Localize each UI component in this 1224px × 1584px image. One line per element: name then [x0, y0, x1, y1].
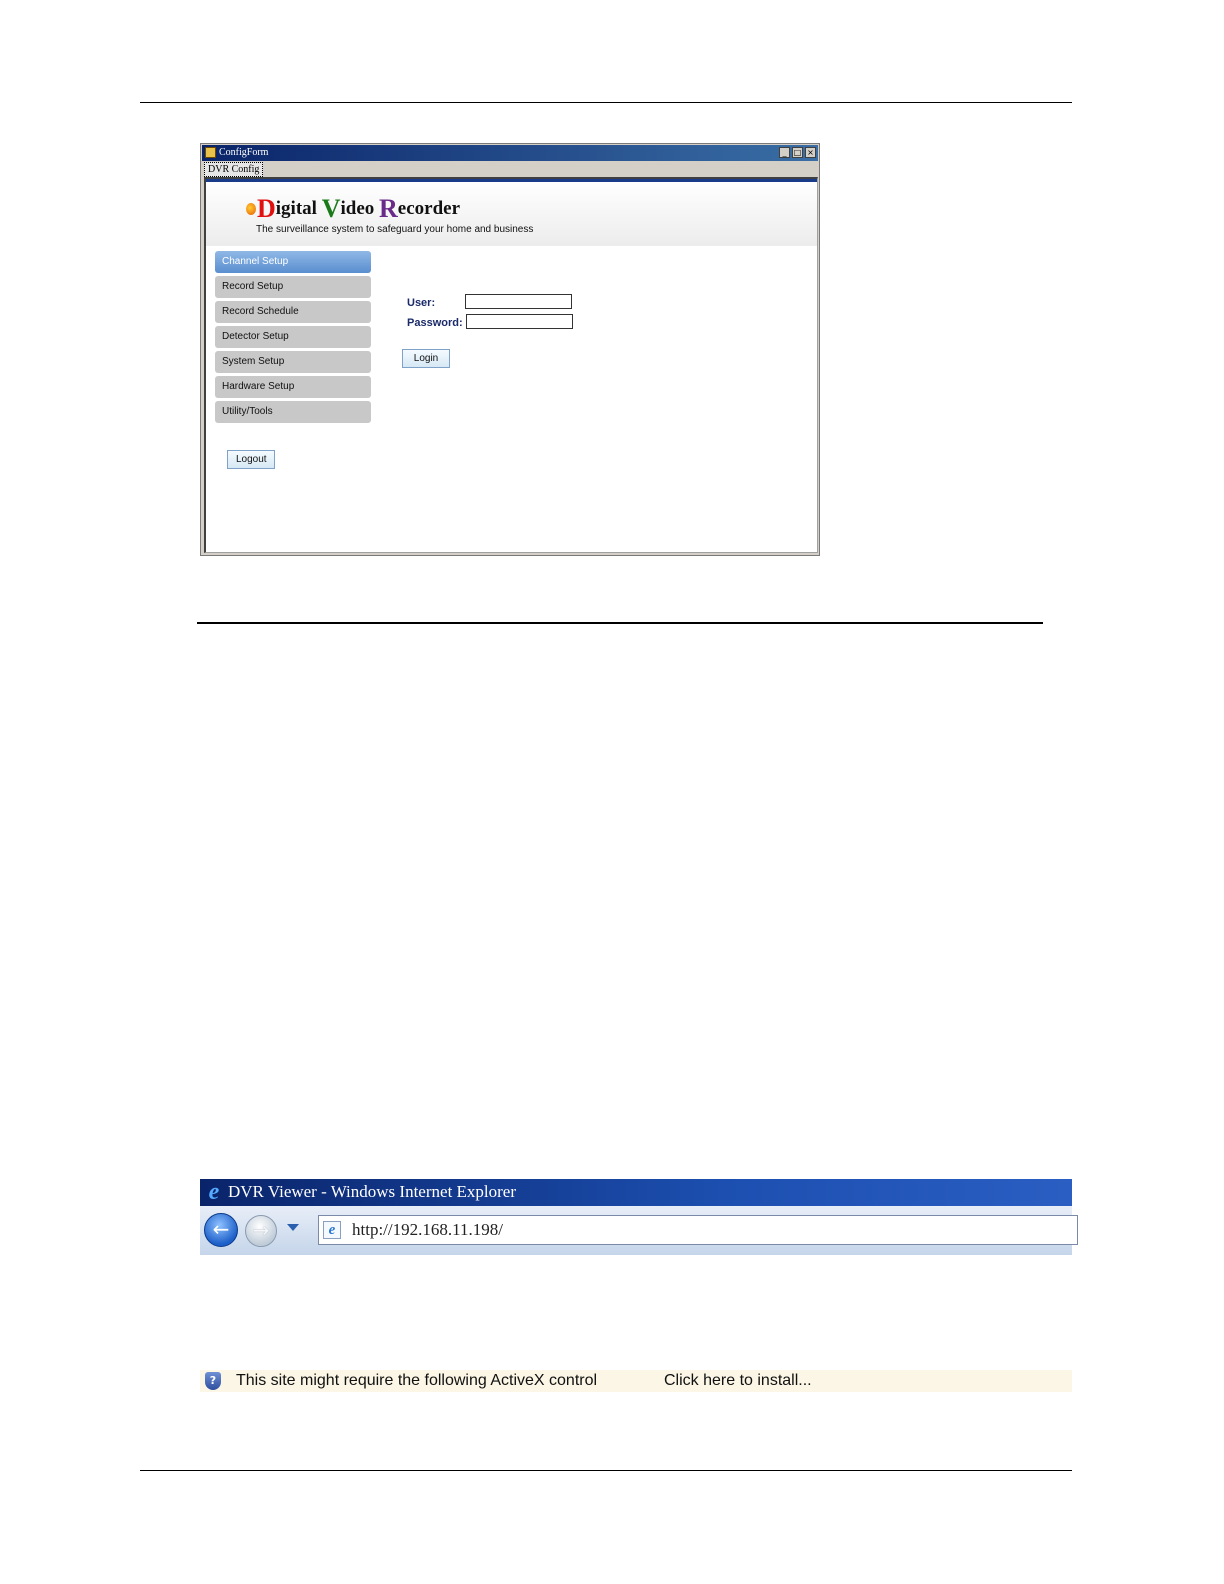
ie-window-strip [200, 1179, 1072, 1255]
minimize-button[interactable]: _ [779, 147, 790, 158]
password-label: Password: [407, 317, 463, 329]
window-title: ConfigForm [219, 147, 269, 158]
login-button[interactable]: Login [402, 349, 450, 368]
activex-message: This site might require the following ActiveX control [236, 1372, 598, 1389]
logo-word-1: igital [275, 198, 317, 219]
nav-item-record-setup[interactable]: Record Setup [215, 276, 371, 298]
logo-word-2: ideo [340, 198, 375, 219]
logo-word-3: ecorder [397, 198, 461, 219]
config-content-frame [204, 177, 818, 553]
window-title-bar[interactable] [202, 145, 818, 161]
user-input[interactable] [465, 294, 572, 309]
forward-button[interactable] [245, 1215, 277, 1247]
forward-arrow-icon: → [252, 1218, 270, 1242]
top-rule [140, 102, 1072, 103]
back-button[interactable] [204, 1213, 238, 1247]
bottom-rule [140, 1470, 1072, 1471]
banner-tagline: The surveillance system to safeguard your home and business [256, 224, 534, 235]
nav-item-hardware-setup[interactable]: Hardware Setup [215, 376, 371, 398]
logo-cap-r: R [379, 194, 398, 223]
logo-cap-d: D [257, 194, 276, 223]
activex-info-bar[interactable] [200, 1370, 1072, 1392]
dvr-banner [206, 179, 817, 246]
tab-dvr-config[interactable]: DVR Config [204, 162, 263, 177]
dropdown-icon[interactable] [287, 1224, 299, 1231]
side-nav [215, 251, 371, 426]
ie-window-title: DVR Viewer - Windows Internet Explorer [228, 1182, 517, 1201]
install-link[interactable]: Click here to install... [664, 1372, 812, 1389]
maximize-button[interactable]: □ [793, 148, 802, 157]
section-divider [197, 622, 1043, 624]
nav-item-detector-setup[interactable]: Detector Setup [215, 326, 371, 348]
logo-badge-icon [246, 203, 256, 215]
logout-button[interactable]: Logout [227, 450, 275, 469]
password-input[interactable] [466, 314, 573, 329]
page-icon: e [323, 1221, 341, 1239]
user-label: User: [407, 297, 436, 309]
close-button[interactable]: × [805, 147, 816, 158]
ie-navigation-toolbar [200, 1206, 1072, 1255]
logo-cap-v: V [321, 194, 341, 223]
nav-item-system-setup[interactable]: System Setup [215, 351, 371, 373]
app-icon [205, 147, 216, 158]
nav-item-channel-setup[interactable]: Channel Setup [215, 251, 371, 273]
config-form-window [200, 143, 820, 556]
ie-title-bar[interactable] [200, 1179, 1072, 1206]
address-url[interactable]: http://192.168.11.198/ [352, 1220, 503, 1239]
address-bar[interactable] [318, 1215, 1078, 1245]
back-arrow-icon: ← [212, 1217, 230, 1241]
dvr-logo [246, 194, 460, 224]
nav-item-record-schedule[interactable]: Record Schedule [215, 301, 371, 323]
shield-help-icon: ? [205, 1372, 221, 1390]
nav-item-utility-tools[interactable]: Utility/Tools [215, 401, 371, 423]
ie-logo-icon: e [208, 1179, 220, 1205]
